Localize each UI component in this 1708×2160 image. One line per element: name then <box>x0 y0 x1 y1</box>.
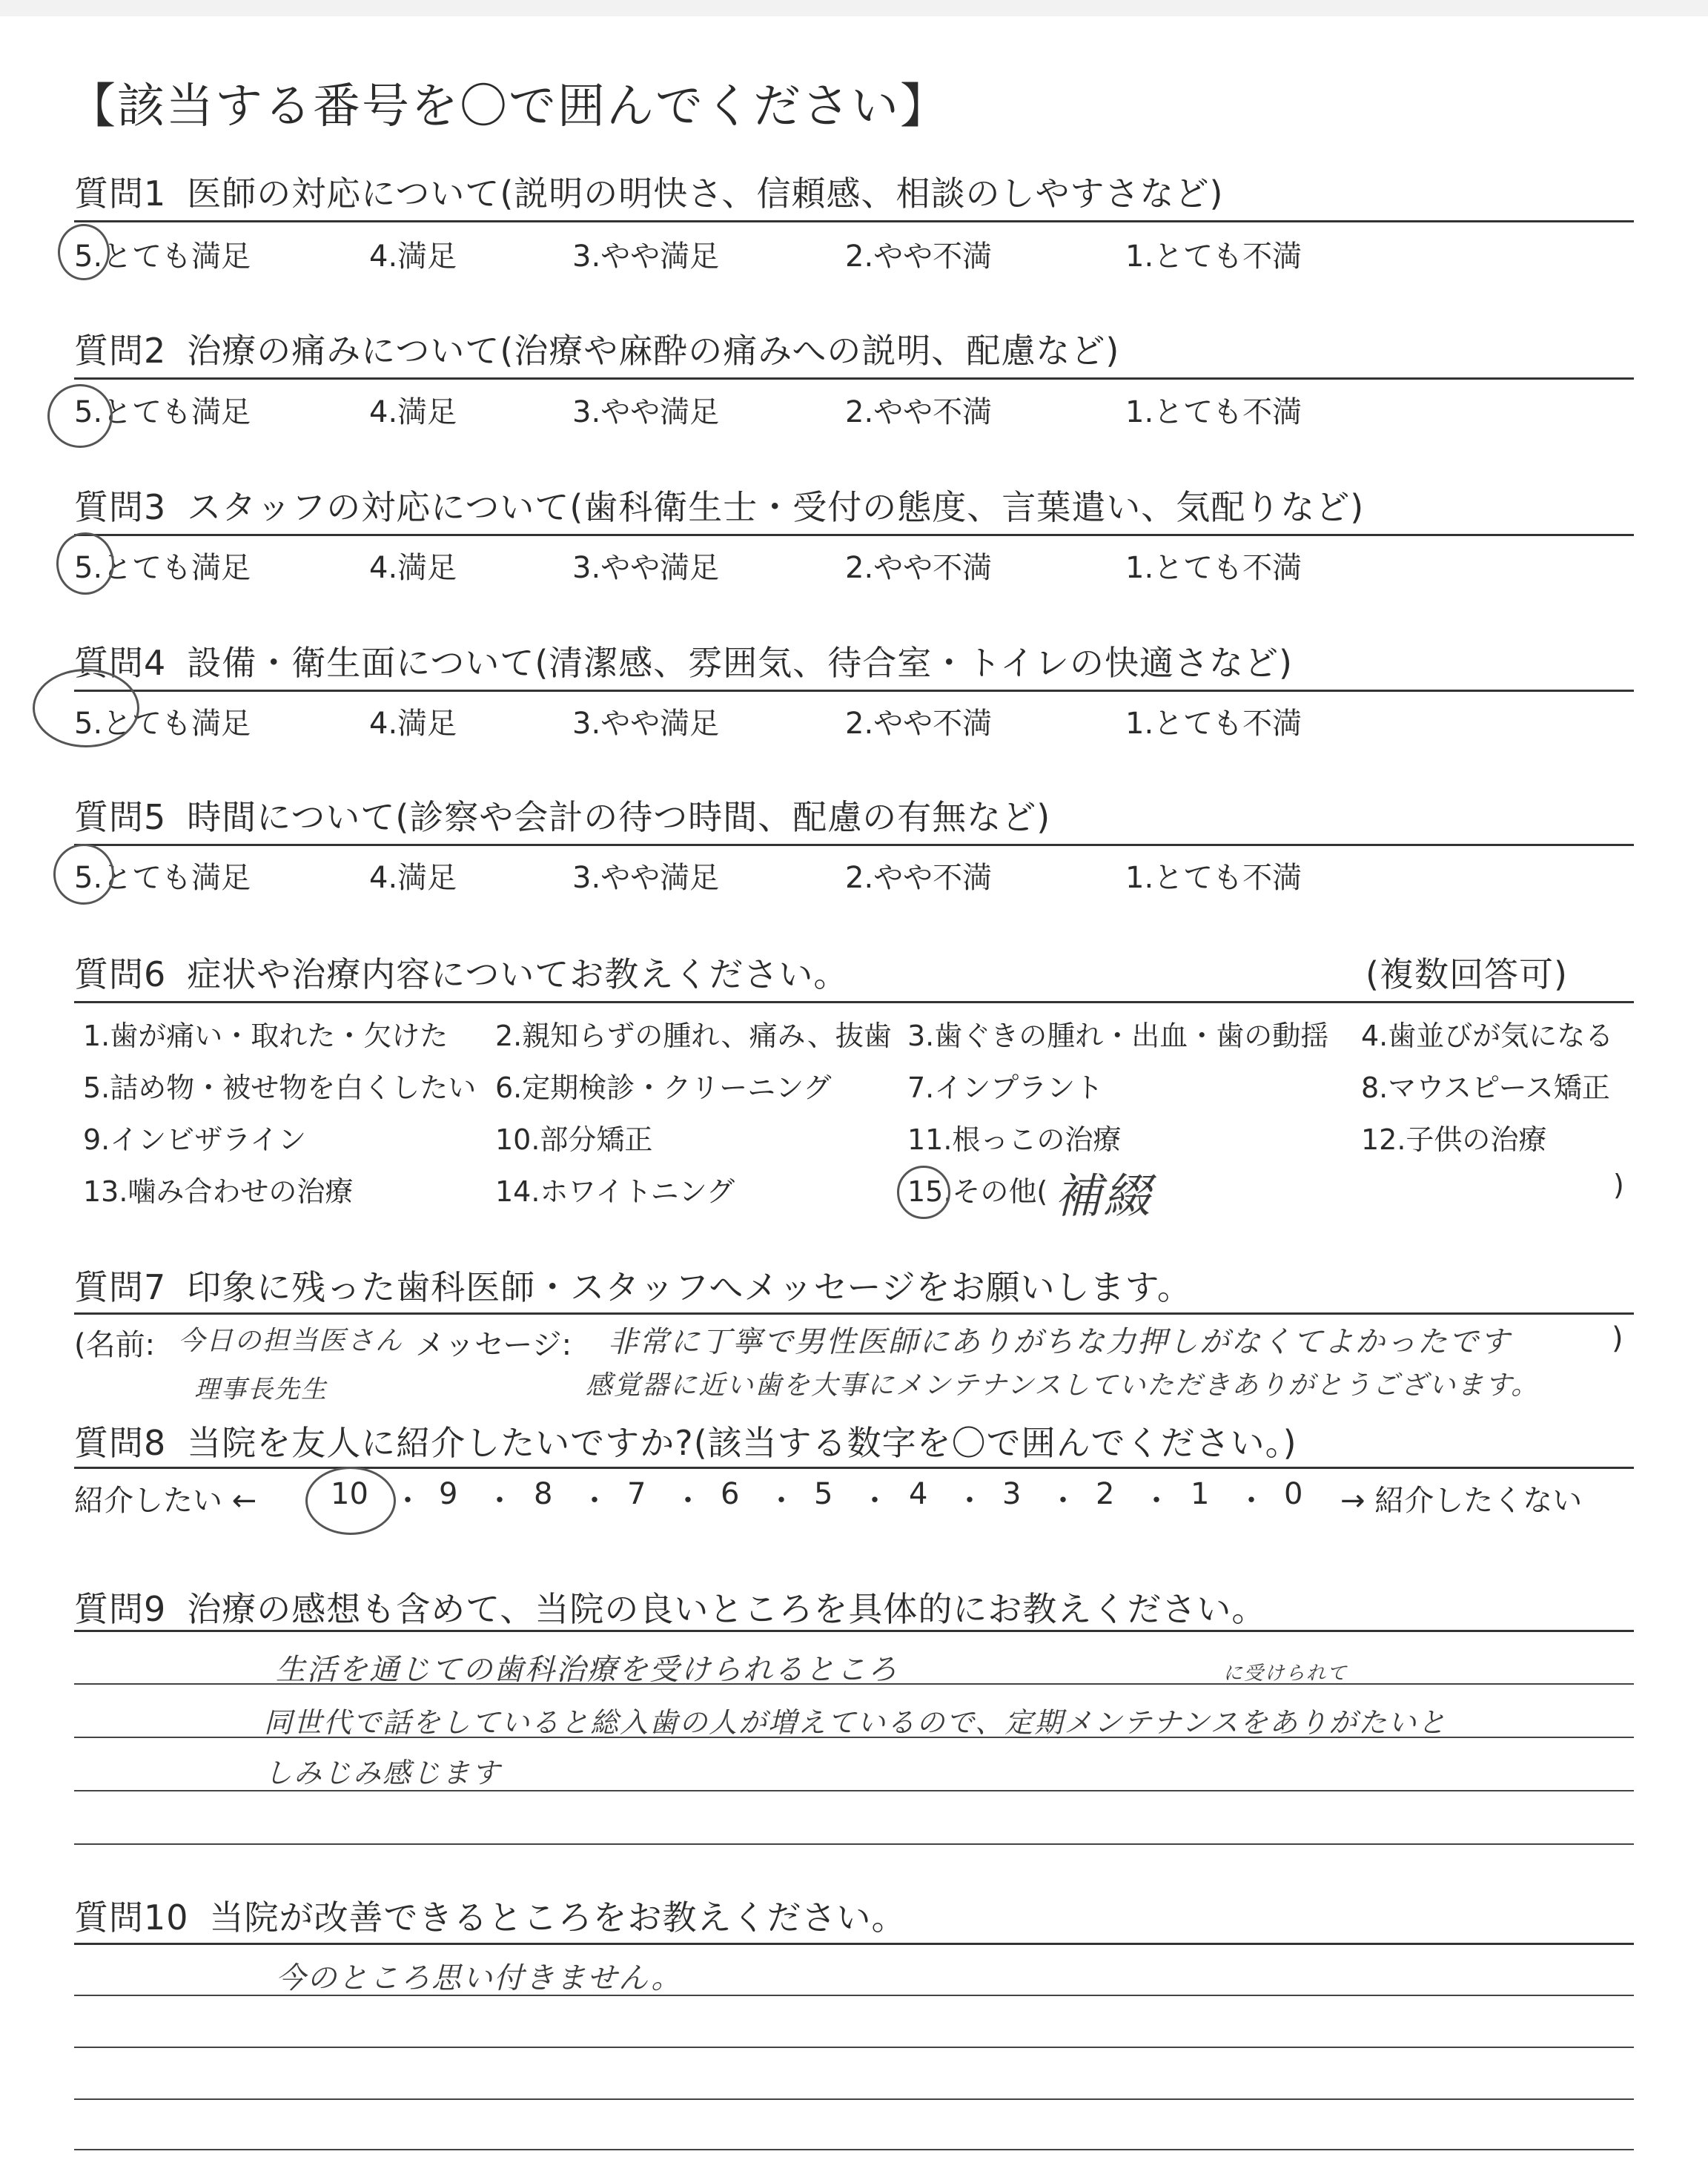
q4-option-4[interactable]: 4.満足 <box>369 707 457 741</box>
q6-option-10[interactable]: 10.部分矯正 <box>495 1123 653 1156</box>
q6-option-13[interactable]: 13.噛み合わせの治療 <box>83 1175 354 1208</box>
question-1-text: 医師の対応について(説明の明快さ、信頼感、相談のしやすさなど) <box>187 174 1224 214</box>
q9-answer-line-2: 同世代で話をしていると総入歯の人が増えているので、定期メンテナンスをありがたいと <box>264 1706 1448 1739</box>
q8-dot: ・ <box>1237 1484 1266 1518</box>
q1-option-3[interactable]: 3.やや満足 <box>572 240 720 274</box>
q5-selection-circle <box>53 844 114 905</box>
question-4 <box>74 636 1293 685</box>
q3-option-2[interactable]: 2.やや不満 <box>845 551 993 585</box>
q8-dot: ・ <box>393 1484 423 1518</box>
q6-option-3[interactable]: 3.歯ぐきの腫れ・出血・歯の動揺 <box>907 1020 1329 1052</box>
question-3-options <box>74 544 1634 589</box>
q8-scale-0[interactable]: 0 <box>1284 1477 1303 1511</box>
q6-option-11[interactable]: 11.根っこの治療 <box>907 1123 1122 1156</box>
q4-option-3[interactable]: 3.やや満足 <box>572 707 720 741</box>
question-8 <box>74 1416 1297 1465</box>
q2-option-1[interactable]: 1.とても不満 <box>1125 395 1302 429</box>
question-10 <box>74 1891 907 1940</box>
q10-answer-line <box>74 2047 1634 2048</box>
q3-option-3[interactable]: 3.やや満足 <box>572 551 720 585</box>
q2-option-4[interactable]: 4.満足 <box>369 395 457 429</box>
q3-option-5[interactable]: 5.とても満足 <box>74 551 251 585</box>
question-10-rule <box>74 1943 1634 1945</box>
q6-option-4[interactable]: 4.歯並びが気になる <box>1361 1020 1614 1052</box>
q8-scale-9[interactable]: 9 <box>439 1477 458 1511</box>
q4-option-5[interactable]: 5.とても満足 <box>74 707 251 741</box>
q7-message-line-1: 非常に丁寧で男性医師にありがちな力押しがなくてよかったです <box>608 1325 1511 1359</box>
q5-option-1[interactable]: 1.とても不満 <box>1125 861 1302 895</box>
q8-dot: ・ <box>955 1484 984 1518</box>
question-5-number: 質問5 <box>74 797 167 837</box>
q4-option-2[interactable]: 2.やや不満 <box>845 707 993 741</box>
q8-scale-2[interactable]: 2 <box>1096 1477 1115 1511</box>
question-1-rule <box>74 220 1634 222</box>
q10-answer-line-1: 今のところ思い付きません。 <box>276 1961 683 1995</box>
question-3-number: 質問3 <box>74 487 167 527</box>
q8-scale-3[interactable]: 3 <box>1002 1477 1022 1511</box>
q1-selection-circle <box>58 224 110 280</box>
question-6-multi-note: (複数回答可) <box>1366 954 1568 994</box>
q2-option-3[interactable]: 3.やや満足 <box>572 395 720 429</box>
question-6 <box>74 948 848 997</box>
question-4-rule <box>74 690 1634 692</box>
question-2-rule <box>74 377 1634 380</box>
question-2-text: 治療の痛みについて(治療や麻酔の痛みへの説明、配慮など) <box>187 331 1120 371</box>
q1-option-2[interactable]: 2.やや不満 <box>845 240 993 274</box>
question-9-number: 質問9 <box>74 1589 167 1629</box>
q9-answer-line-1: 生活を通じての歯科治療を受けられるところ <box>276 1653 898 1687</box>
q8-dot: ・ <box>485 1484 514 1518</box>
q7-message-label: メッセージ: <box>415 1328 572 1362</box>
q8-dot: ・ <box>1048 1484 1078 1518</box>
q6-option-12[interactable]: 12.子供の治療 <box>1361 1123 1547 1156</box>
q6-option-9[interactable]: 9.インビザライン <box>83 1123 307 1156</box>
question-7-text: 印象に残った歯科医師・スタッフへメッセージをお願いします。 <box>187 1267 1192 1307</box>
q1-option-4[interactable]: 4.満足 <box>369 240 457 274</box>
q5-option-3[interactable]: 3.やや満足 <box>572 861 720 895</box>
q7-message-line-2: 感覚器に近い歯を大事にメンテナンスしていただきありがとうございます。 <box>586 1370 1540 1401</box>
q6-option-7[interactable]: 7.インプラント <box>907 1071 1104 1104</box>
q8-scale-1[interactable]: 1 <box>1191 1477 1210 1511</box>
q7-name-handwritten: 今日の担当医さん <box>178 1326 404 1356</box>
question-2 <box>74 324 1119 373</box>
q5-option-4[interactable]: 4.満足 <box>369 861 457 895</box>
q6-option-2[interactable]: 2.親知らずの腫れ、痛み、抜歯 <box>495 1020 892 1052</box>
q6-option-8[interactable]: 8.マウスピース矯正 <box>1361 1071 1610 1104</box>
q3-selection-circle <box>56 532 114 595</box>
q1-option-1[interactable]: 1.とても不満 <box>1125 240 1302 274</box>
q5-option-2[interactable]: 2.やや不満 <box>845 861 993 895</box>
question-4-text: 設備・衛生面について(清潔感、雰囲気、待合室・トイレの快適さなど) <box>187 643 1293 683</box>
question-6-rule <box>74 1001 1634 1003</box>
q8-dot: ・ <box>1142 1484 1171 1518</box>
q8-scale-8[interactable]: 8 <box>534 1477 553 1511</box>
q9-answer-line <box>74 1843 1634 1845</box>
q5-option-5[interactable]: 5.とても満足 <box>74 861 251 895</box>
question-3 <box>74 480 1364 529</box>
q6-option-14[interactable]: 14.ホワイトニング <box>495 1175 735 1208</box>
q8-dot: ・ <box>580 1484 609 1518</box>
question-7-number: 質問7 <box>74 1267 167 1307</box>
form-title: 【該当する番号を〇で囲んでください】 <box>68 79 949 134</box>
question-4-options <box>74 700 1634 744</box>
question-6-text: 症状や治療内容についてお教えください。 <box>187 954 849 994</box>
question-9-rule <box>74 1630 1634 1632</box>
q8-dot: ・ <box>860 1484 890 1518</box>
question-5 <box>74 790 1050 839</box>
question-5-rule <box>74 844 1634 846</box>
q7-name-handwritten-2: 理事長先生 <box>194 1375 328 1404</box>
question-5-text: 時間について(診察や会計の待つ時間、配慮の有無など) <box>187 797 1051 837</box>
question-10-number: 質問10 <box>74 1898 189 1938</box>
q8-right-label: → 紹介したくない <box>1340 1484 1583 1518</box>
question-9 <box>74 1582 1266 1631</box>
q2-option-2[interactable]: 2.やや不満 <box>845 395 993 429</box>
q2-option-5[interactable]: 5.とても満足 <box>74 395 251 429</box>
q7-close-paren: ) <box>1612 1321 1623 1355</box>
q2-selection-circle <box>47 384 113 448</box>
q9-answer-line-3: しみじみ感じます <box>264 1757 502 1789</box>
q8-scale-6[interactable]: 6 <box>721 1477 740 1511</box>
q6-option-15[interactable]: 15.その他( <box>907 1175 1048 1208</box>
q6-option-1[interactable]: 1.歯が痛い・取れた・欠けた <box>83 1020 448 1052</box>
question-10-text: 当院が改善できるところをお教えください。 <box>209 1898 907 1938</box>
question-3-rule <box>74 534 1634 536</box>
q10-answer-line <box>74 2098 1634 2100</box>
q3-option-1[interactable]: 1.とても不満 <box>1125 551 1302 585</box>
q8-scale-5[interactable]: 5 <box>814 1477 833 1511</box>
question-7 <box>74 1261 1192 1309</box>
q8-dot: ・ <box>767 1484 796 1518</box>
question-1 <box>74 167 1223 216</box>
q1-option-5[interactable]: 5.とても満足 <box>74 240 251 274</box>
q6-option-5[interactable]: 5.詰め物・被せ物を白くしたい <box>83 1071 477 1104</box>
q6-other-handwritten: 補綴 <box>1054 1169 1152 1224</box>
q8-left-label: 紹介したい ← <box>74 1484 257 1518</box>
question-5-options <box>74 854 1634 899</box>
question-8-text: 当院を友人に紹介したいですか?(該当する数字を〇で囲んでください。) <box>187 1423 1297 1463</box>
q10-answer-line <box>74 2149 1634 2150</box>
q8-dot: ・ <box>673 1484 703 1518</box>
question-3-text: スタッフの対応について(歯科衛生士・受付の態度、言葉遣い、気配りなど) <box>187 487 1365 527</box>
question-8-number: 質問8 <box>74 1423 167 1463</box>
q6-selection-circle <box>897 1166 950 1219</box>
q8-scale-4[interactable]: 4 <box>909 1477 928 1511</box>
question-8-rule <box>74 1467 1634 1469</box>
q4-option-1[interactable]: 1.とても不満 <box>1125 707 1302 741</box>
q8-scale-7[interactable]: 7 <box>627 1477 646 1511</box>
question-9-text: 治療の感想も含めて、当院の良いところを具体的にお教えください。 <box>187 1589 1267 1629</box>
question-6-number: 質問6 <box>74 954 167 994</box>
q8-selection-circle <box>305 1467 396 1535</box>
q4-selection-circle <box>33 669 139 747</box>
q3-option-4[interactable]: 4.満足 <box>369 551 457 585</box>
question-2-number: 質問2 <box>74 331 167 371</box>
question-2-options <box>74 389 1634 433</box>
q9-answer-insert: に受けられて <box>1223 1662 1348 1685</box>
q8-scale-10[interactable]: 10 <box>331 1477 368 1511</box>
question-4-number: 質問4 <box>74 643 167 683</box>
question-1-options <box>74 233 1634 277</box>
question-7-rule <box>74 1312 1634 1315</box>
question-1-number: 質問1 <box>74 174 167 214</box>
q6-option-6[interactable]: 6.定期検診・クリーニング <box>495 1071 832 1104</box>
q6-option-15-close: ) <box>1613 1169 1624 1201</box>
q7-name-label: (名前: <box>74 1328 156 1362</box>
